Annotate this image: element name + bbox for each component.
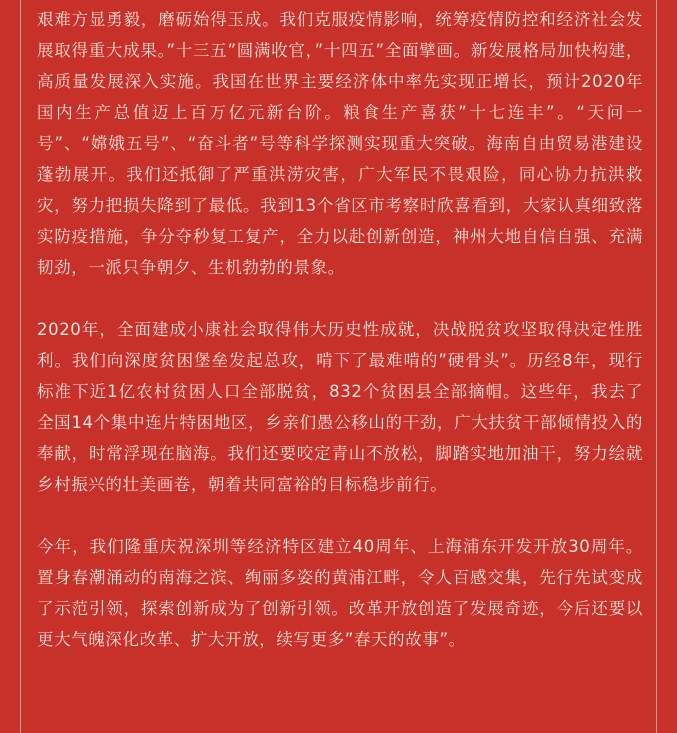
right-border-line: [656, 0, 657, 733]
left-border-line: [20, 0, 21, 733]
paragraph-poverty-alleviation: 2020年，全面建成小康社会取得伟大历史性成就，决战脱贫攻坚取得决定性胜利。我们向深度贫困堡垒发起总攻，啃下了最难啃的”硬骨头”。历经8年，现行标准下近1亿农村贫困人口全部脱贫，832个贫困县全部摘帽。这些年，我去了全国14个集中连片特困地区，乡亲们愚公移山的干劲，广大扶贫干部倾情投入的奉献，时常浮现在脑海。我们还要咬定青山不放松，脚踏实地加油干，努力绘就乡村振兴的壮美画卷，朝着共同富裕的目标稳步前行。: [37, 320, 643, 494]
paragraph-achievements: 艰难方显勇毅，磨砺始得玉成。我们克服疫情影响，统筹疫情防控和经济社会发展取得重大成果。”十三五”圆满收官，”十四五”全面擘画。新发展格局加快构建，高质量发展深入实施。我国在世界主要经济体中率先实现正增长，预计2020年国内生产总值迈上百万亿元新台阶。粮食生产喜获”十七连丰”。“天问一号”、“嫦娥五号”、“奋斗者”号等科学探测实现重大突破。海南自由贸易港建设蓬勃展开。我们还抵御了严重洪涝灾害，广大军民不畏艰险，同心协力抗洪救灾，努力把损失降到了最低。我到13个省区市考察时欣喜看到，大家认真细致落实防疫措施，争分夺秒复工复产，全力以赴创新创造，神州大地自信自强、充满韧劲，一派只争朝夕、生机勃勃的景象。: [37, 10, 643, 277]
paragraph-reform-opening: 今年，我们隆重庆祝深圳等经济特区建立40周年、上海浦东开发开放30周年。置身春潮涌动的南海之滨、绚丽多姿的黄浦江畔，令人百感交集，先行先试变成了示范引领，探索创新成为了创新引领。改革开放创造了发展奇迹，今后还要以更大气魄深化改革、扩大开放，续写更多”春天的故事”。: [37, 537, 643, 649]
article-body: [37, 4, 643, 655]
